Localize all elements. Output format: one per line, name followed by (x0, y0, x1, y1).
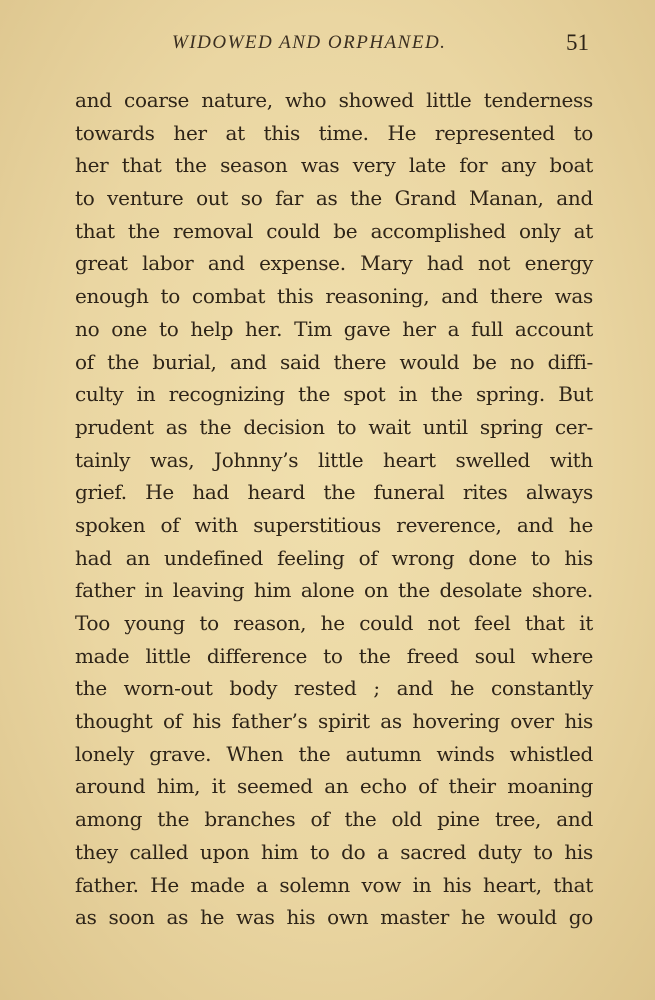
text-line: thought of his father’s spirit as hovering over his (75, 709, 593, 734)
text-line: enough to combat this reasoning, and there was (75, 284, 593, 309)
text-line: grief. He had heard the funeral rites always (75, 480, 593, 505)
text-line: to venture out so far as the Grand Manan, and (75, 186, 593, 211)
text-line: culty in recognizing the spot in the spring. But (75, 382, 593, 407)
text-line: prudent as the decision to wait until spring cer- (75, 414, 593, 439)
text-line: no one to help her. Tim gave her a full account (75, 316, 593, 341)
page-number: 51 (566, 30, 589, 55)
text-line: tainly was, Johnny’s little heart swelled with (75, 447, 593, 472)
text-line: around him, it seemed an echo of their moaning (75, 774, 593, 799)
text-line: that the removal could be accomplished only at (75, 218, 593, 243)
text-line: father in leaving him alone on the desolate shore. (75, 578, 593, 603)
text-line: the worn-out body rested ; and he constantly (75, 676, 593, 701)
text-line: and coarse nature, who showed little tenderness (75, 88, 593, 112)
text-line: Too young to reason, he could not feel that it (75, 611, 593, 635)
body-text (75, 84, 593, 934)
text-line: her that the season was very late for any boat (75, 153, 593, 178)
text-line: great labor and expense. Mary had not energy (75, 251, 593, 276)
text-line: father. He made a solemn vow in his heart, that (75, 872, 593, 897)
text-line: made little difference to the freed soul where (75, 643, 593, 668)
text-line: of the burial, and said there would be no diffi- (75, 349, 593, 374)
text-line: as soon as he was his own master he would go (75, 905, 593, 930)
text-line: they called upon him to do a sacred duty to his (75, 839, 593, 864)
text-line: towards her at this time. He represented to (75, 120, 593, 145)
running-title: WIDOWED AND ORPHANED. (172, 32, 447, 53)
text-line: among the branches of the old pine tree, and (75, 807, 593, 832)
text-line: spoken of with superstitious reverence, and he (75, 512, 593, 537)
text-line: had an undefined feeling of wrong done to his (75, 545, 593, 570)
text-line: lonely grave. When the autumn winds whistled (75, 741, 593, 766)
